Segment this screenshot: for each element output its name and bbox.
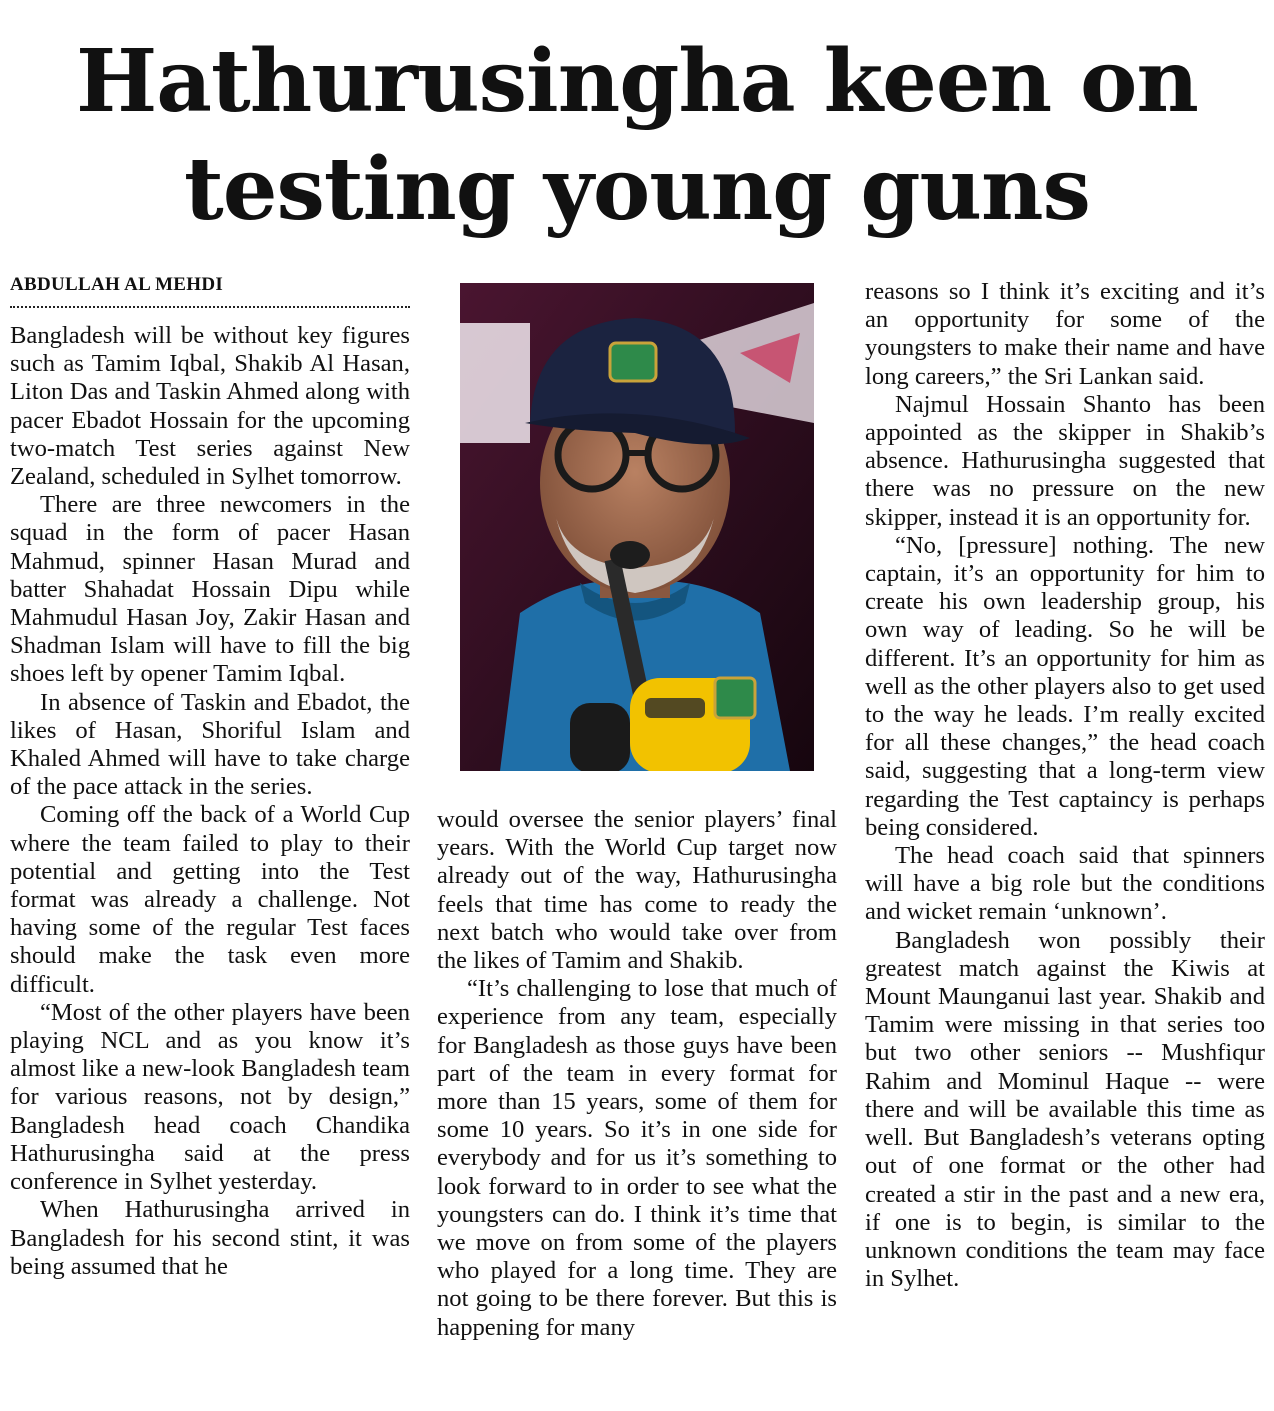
paragraph: The head coach said that spinners will have a big role but the conditions and wicket remain ‘unknown’.	[865, 842, 1265, 926]
paragraph: Bangladesh will be without key figures such as Tamim Iqbal, Shakib Al Hasan, Liton Das and Taskin Ahmed along with pacer Ebadot Hossain for the upcoming two-match Test series against New Zealand, scheduled in Sylhet tomorrow.	[10, 322, 410, 491]
headline-line-1: Hathurusingha keen on	[76, 31, 1198, 132]
paragraph: reasons so I think it’s exciting and it’s an opportunity for some of the youngsters to make their name and have long careers,” the Sri Lankan said.	[865, 278, 1265, 390]
paragraph: “No, [pressure] nothing. The new captain, it’s an opportunity for him to create his own leadership group, his own way of leading. So he will be different. It’s an opportunity for him as well as the other players also to get used to the way he leads. I’m really excited for all these changes,” the head coach said, suggesting that a long-term view regarding the Test captaincy is perhaps being considered.	[865, 531, 1265, 841]
paragraph: Bangladesh won possibly their greatest match against the Kiwis at Mount Maunganui last year. Shakib and Tamim were missing in that series too but two other seniors -- Mushfiqur Rahim and Mominul Haque -- were there and will be available this time as well. But Bangladesh’s veterans opting out of one format or the other had created a stir in the past and a new era, if one is to begin, is similar to the unknown conditions the team may face in Sylhet.	[865, 926, 1265, 1293]
coach-press-conference-photo	[460, 283, 814, 771]
paragraph: “It’s challenging to lose that much of experience from any team, especially for Bangladesh as those guys have been part of the team in every format for more than 15 years, some of them for some 10 years. So it’s in one side for everybody and for us it’s something to look forward to in order to see what the youngsters can do. I think it’s time that we move on from some of the players who played for a long time. They are not going to be there forever. But this is happening for many	[437, 975, 837, 1341]
paragraph: In absence of Taskin and Ebadot, the likes of Hasan, Shoriful Islam and Khaled Ahmed will have to take charge of the pace attack in the series.	[10, 688, 410, 801]
article-column-3	[865, 278, 1265, 1293]
paragraph: There are three newcomers in the squad in the form of pacer Hasan Mahmud, spinner Hasan Murad and batter Shahadat Hossain Dipu while Mahmudul Hasan Joy, Zakir Hasan and Shadman Islam will have to fill the big shoes left by opener Tamim Iqbal.	[10, 491, 410, 688]
photo-illustration	[460, 283, 814, 771]
headline-line-2: testing young guns	[184, 139, 1090, 240]
article-column-1	[10, 322, 410, 1281]
headline	[0, 28, 1274, 244]
paragraph: “Most of the other players have been playing NCL and as you know it’s almost like a new-look Bangladesh team for various reasons, not by design,” Bangladesh head coach Chandika Hathurusingha said at the press conference in Sylhet yesterday.	[10, 998, 410, 1196]
paragraph: Coming off the back of a World Cup where the team failed to play to their potential and getting into the Test format was already a challenge. Not having some of the regular Test faces should make the task even more difficult.	[10, 801, 410, 998]
paragraph: would oversee the senior players’ final years. With the World Cup target now already out of the way, Hathurusingha feels that time has come to ready the next batch who would take over from the likes of Tamim and Shakib.	[437, 806, 837, 975]
article-column-2	[437, 806, 837, 1342]
paragraph: When Hathurusingha arrived in Bangladesh for his second stint, it was being assumed that he	[10, 1196, 410, 1280]
paragraph: Najmul Hossain Shanto has been appointed as the skipper in Shakib’s absence. Hathurusingha suggested that there was no pressure on the new skipper, instead it is an opportunity for.	[865, 390, 1265, 531]
byline: ABDULLAH AL MEHDI	[10, 274, 410, 308]
